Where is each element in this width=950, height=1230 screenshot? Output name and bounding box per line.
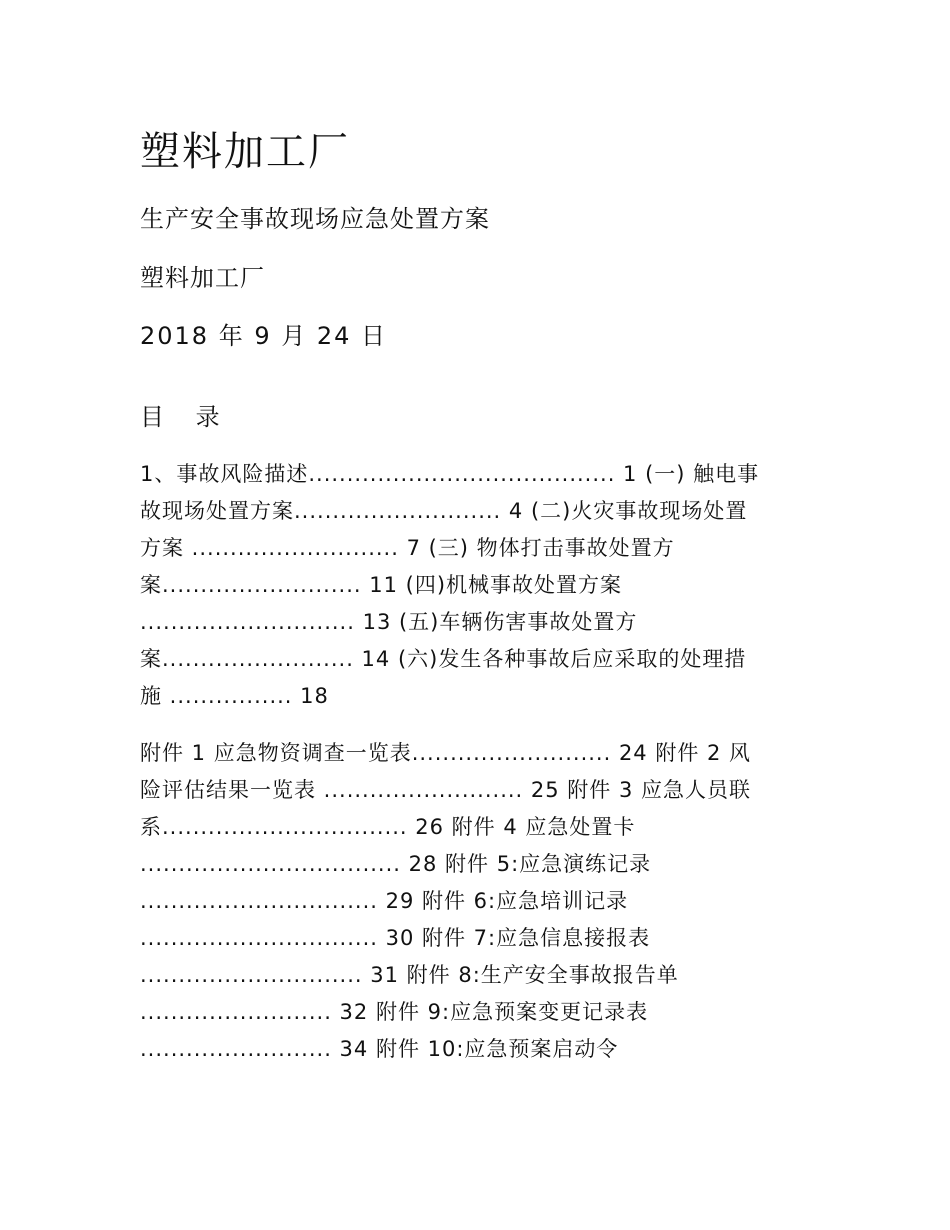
toc-line: 附件 1 应急物资调查一览表.......................... 24 附件 2 风 [140,741,752,765]
toc-line: 方案 ........................... 7 (三) 物体打击事故处置方 [140,536,675,560]
document-subtitle: 生产安全事故现场应急处置方案 [140,205,490,233]
document-date: 2018 年 9 月 24 日 [140,322,388,350]
toc-line: ............................... 29 附件 6:应急培训记录 [140,889,629,913]
toc-line: ............................. 31 附件 8:生产安全事故报告单 [140,963,679,987]
toc-line: ......................... 32 附件 9:应急预案变更记录表 [140,1000,649,1024]
toc-line: ......................... 34 附件 10:应急预案启动令 [140,1037,619,1061]
toc-line: 施 ................ 18 [140,684,329,708]
toc-section-attachments [140,735,751,1068]
company-name: 塑料加工厂 [140,264,265,292]
toc-line: ............................ 13 (五)车辆伤害事故处置方 [140,610,638,634]
toc-section-plans [140,456,759,715]
toc-line: ............................... 30 附件 7:应急信息接报表 [140,926,651,950]
toc-line: 险评估结果一览表 .......................... 25 附件 3 应急人员联 [140,778,752,802]
toc-line: .................................. 28 附件 5:应急演练记录 [140,852,652,876]
toc-line: 1、事故风险描述........................................ 1 (一) 触电事 [140,462,760,486]
toc-line: 案.......................... 11 (四)机械事故处置方案 [140,573,623,597]
toc-line: 案......................... 14 (六)发生各种事故后应采取的处理措 [140,647,747,671]
toc-heading: 目 录 [140,403,232,431]
toc-line: 系................................ 26 附件 4 应急处置卡 [140,815,636,839]
document-title: 塑料加工厂 [140,129,350,175]
toc-line: 故现场处置方案........................... 4 (二)火灾事故现场处置 [140,499,748,523]
